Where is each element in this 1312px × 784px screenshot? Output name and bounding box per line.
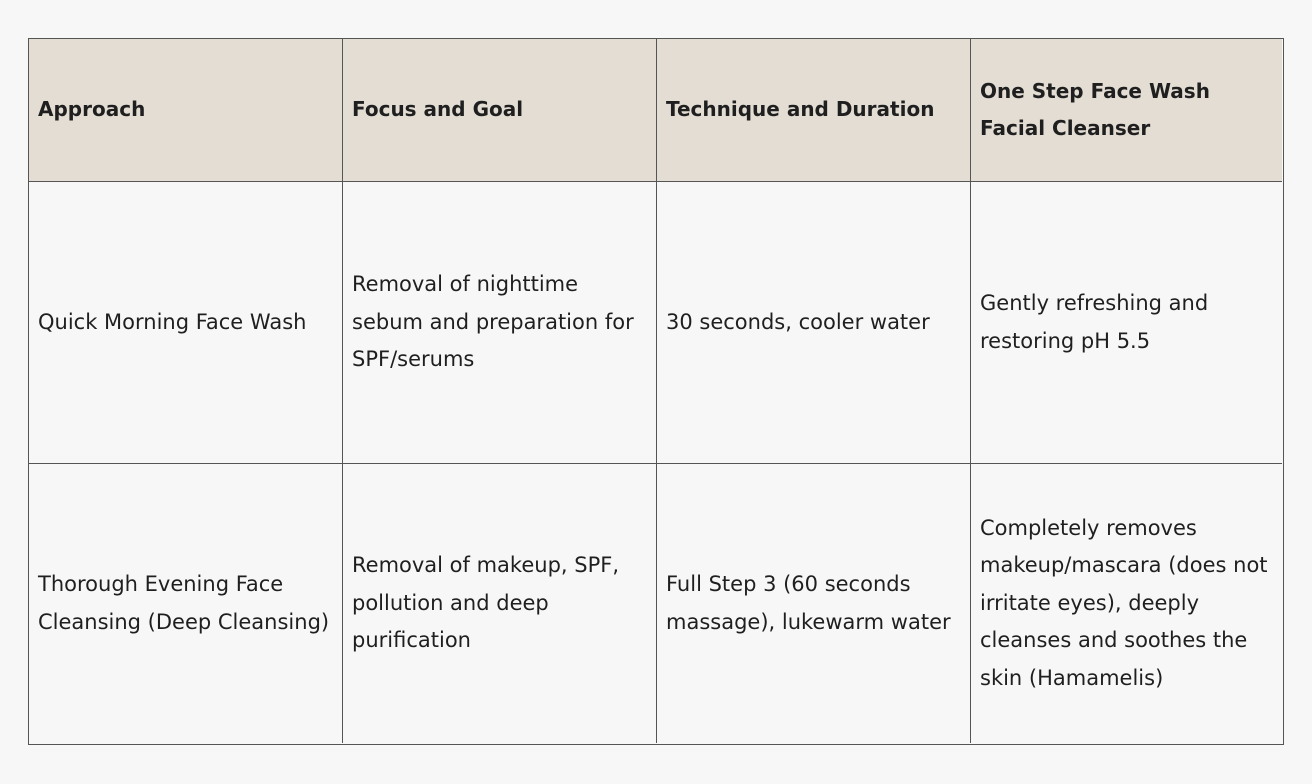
header-cell-focus-goal [343, 39, 657, 182]
cleansing-comparison-table [28, 38, 1284, 745]
cell-text: Removal of makeup, SPF, pollution and deep purification [352, 553, 619, 653]
cell-text: Full Step 3 (60 seconds massage), lukewarm water [666, 572, 951, 634]
cell-text: Completely removes makeup/mascara (does not irritate eyes), deeply cleanses and soothes the skin (Hamamelis) [980, 515, 1268, 690]
cell-text: Gently refreshing and restoring pH 5.5 [980, 291, 1209, 353]
header-label: One Step Face Wash Facial Cleanser [980, 78, 1210, 140]
table-cell [971, 464, 1282, 743]
header-cell-approach [29, 39, 343, 182]
table-cell [29, 182, 343, 464]
table-cell [343, 464, 657, 743]
header-cell-technique-duration [657, 39, 971, 182]
table-cell [29, 464, 343, 743]
table-cell [657, 182, 971, 464]
header-cell-product [971, 39, 1282, 182]
cell-text: Quick Morning Face Wash [38, 309, 307, 334]
cell-text: Removal of nighttime sebum and preparation for SPF/serums [352, 272, 634, 372]
header-label: Approach [38, 97, 146, 122]
cell-text: 30 seconds, cooler water [666, 309, 930, 334]
cell-text: Thorough Evening Face Cleansing (Deep Cleansing) [38, 572, 330, 634]
table-cell [657, 464, 971, 743]
table-cell [971, 182, 1282, 464]
header-label: Technique and Duration [666, 97, 935, 122]
table-cell [343, 182, 657, 464]
header-label: Focus and Goal [352, 97, 524, 122]
